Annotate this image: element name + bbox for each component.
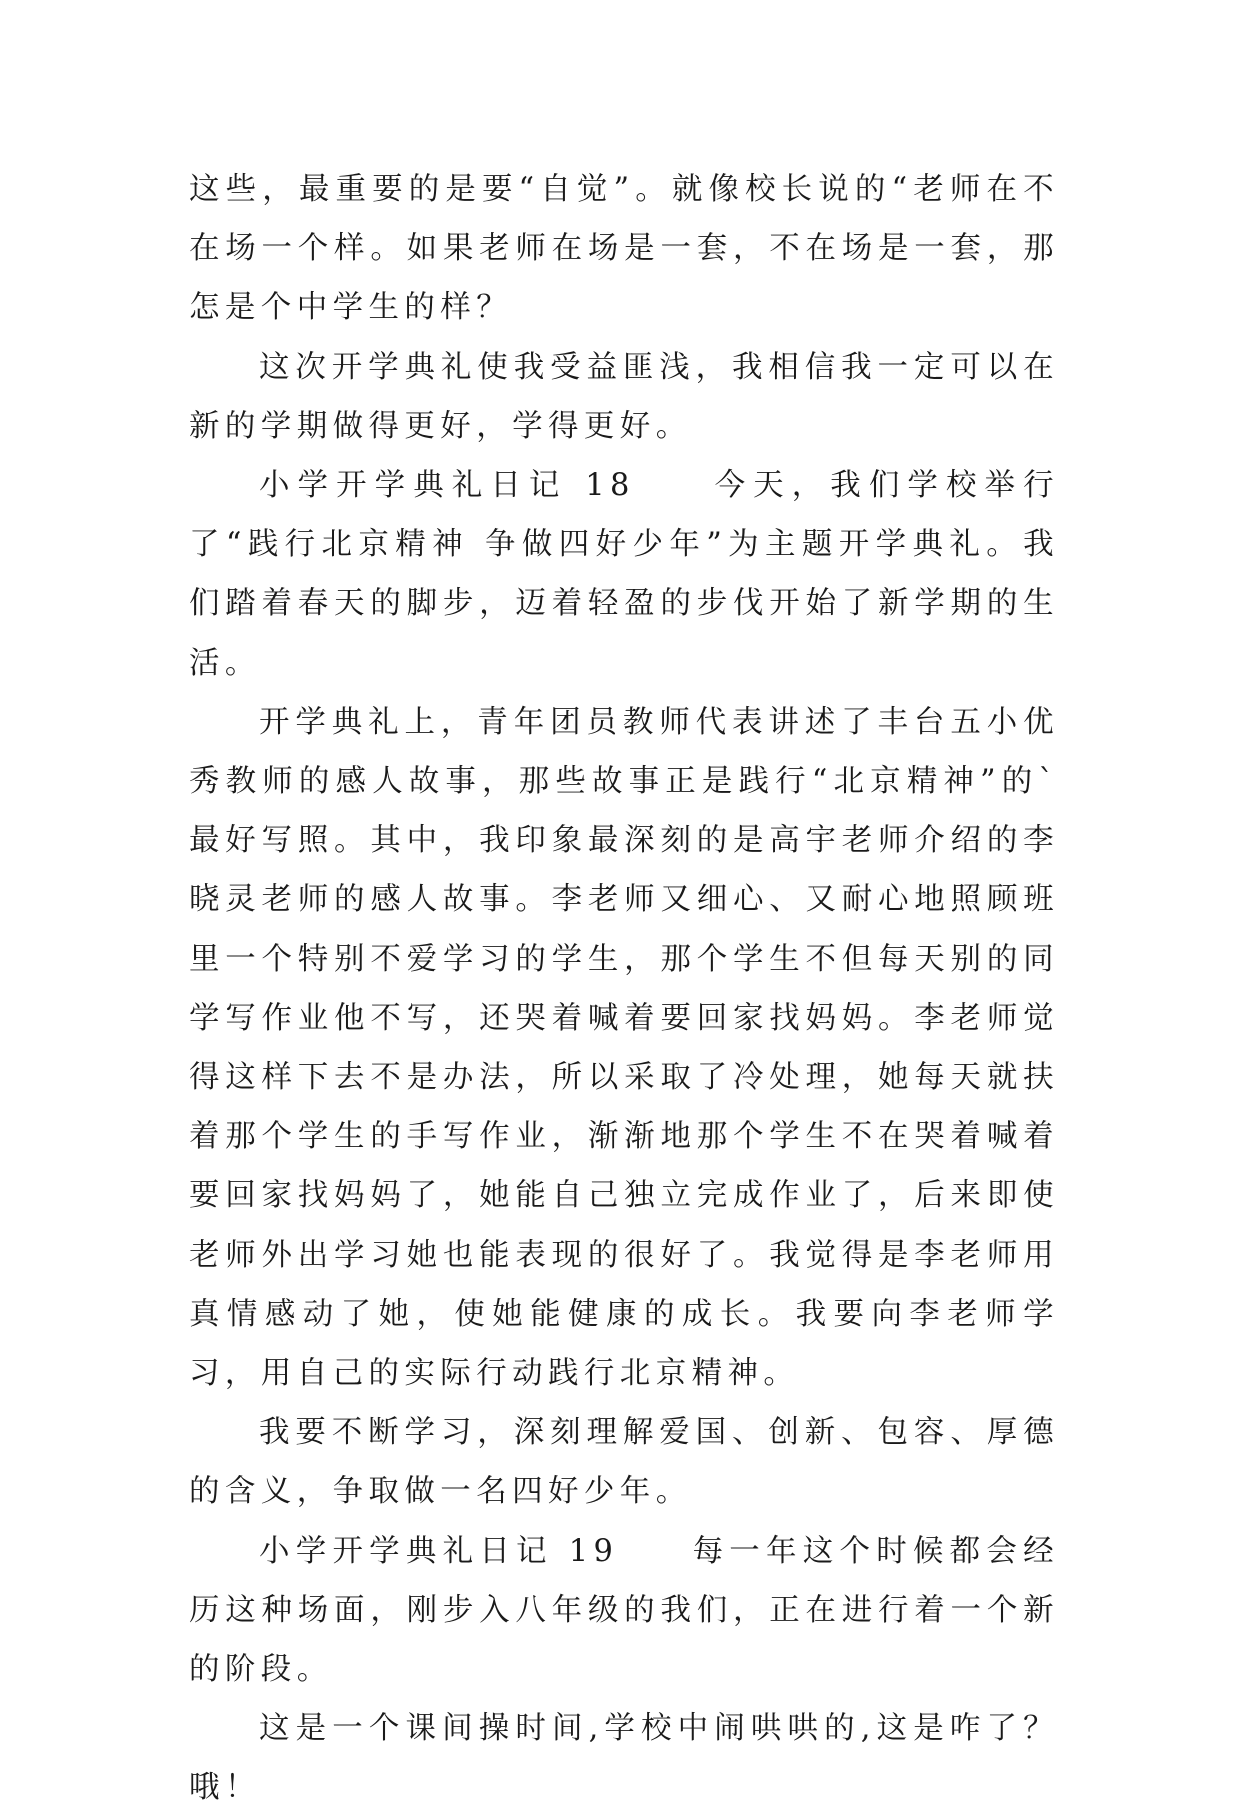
paragraph-6: 小学开学典礼日记 19 每一年这个时候都会经历这种场面，刚步入八年级的我们，正在进行着一个新的阶段。 (189, 1533, 1059, 1688)
paragraph-3: 小学开学典礼日记 18 今天，我们学校举行了“践行北京精神 争做四好少年”为主题开学典礼。我们踏着春天的脚步，迈着轻盈的步伐开始了新学期的生活。 (189, 468, 1059, 681)
paragraph-2: 这次开学典礼使我受益匪浅，我相信我一定可以在新的学期做得更好，学得更好。 (189, 349, 1059, 444)
document-body (189, 160, 1059, 1818)
paragraph-1: 这些，最重要的是要“自觉”。就像校长说的“老师在不在场一个样。如果老师在场是一套，不在场是一套，那怎是个中学生的样？ (189, 172, 1059, 326)
paragraph-4: 开学典礼上，青年团员教师代表讲述了丰台五小优秀教师的感人故事，那些故事正是践行“北京精神”的`最好写照。其中，我印象最深刻的是高宇老师介绍的李晓灵老师的感人故事。李老师又细心、又耐心地照顾班里一个特别不爱学习的学生，那个学生不但每天别的同学写作业他不写，还哭着喊着要回家找妈妈。李老师觉得这样下去不是办法，所以采取了冷处理，她每天就扶着那个学生的手写作业，渐渐地那个学生不在哭着喊着要回家找妈妈了，她能自己独立完成作业了，后来即使老师外出学习她也能表现的很好了。我觉得是李老师用真情感动了她，使她能健康的成长。我要向李老师学习，用自己的实际行动践行北京精神。 (189, 704, 1059, 1392)
paragraph-5: 我要不断学习，深刻理解爱国、创新、包容、厚德的含义，争取做一名四好少年。 (189, 1415, 1059, 1510)
paragraph-7: 这是一个课间操时间,学校中闹哄哄的,这是咋了？哦！ (189, 1711, 1059, 1806)
